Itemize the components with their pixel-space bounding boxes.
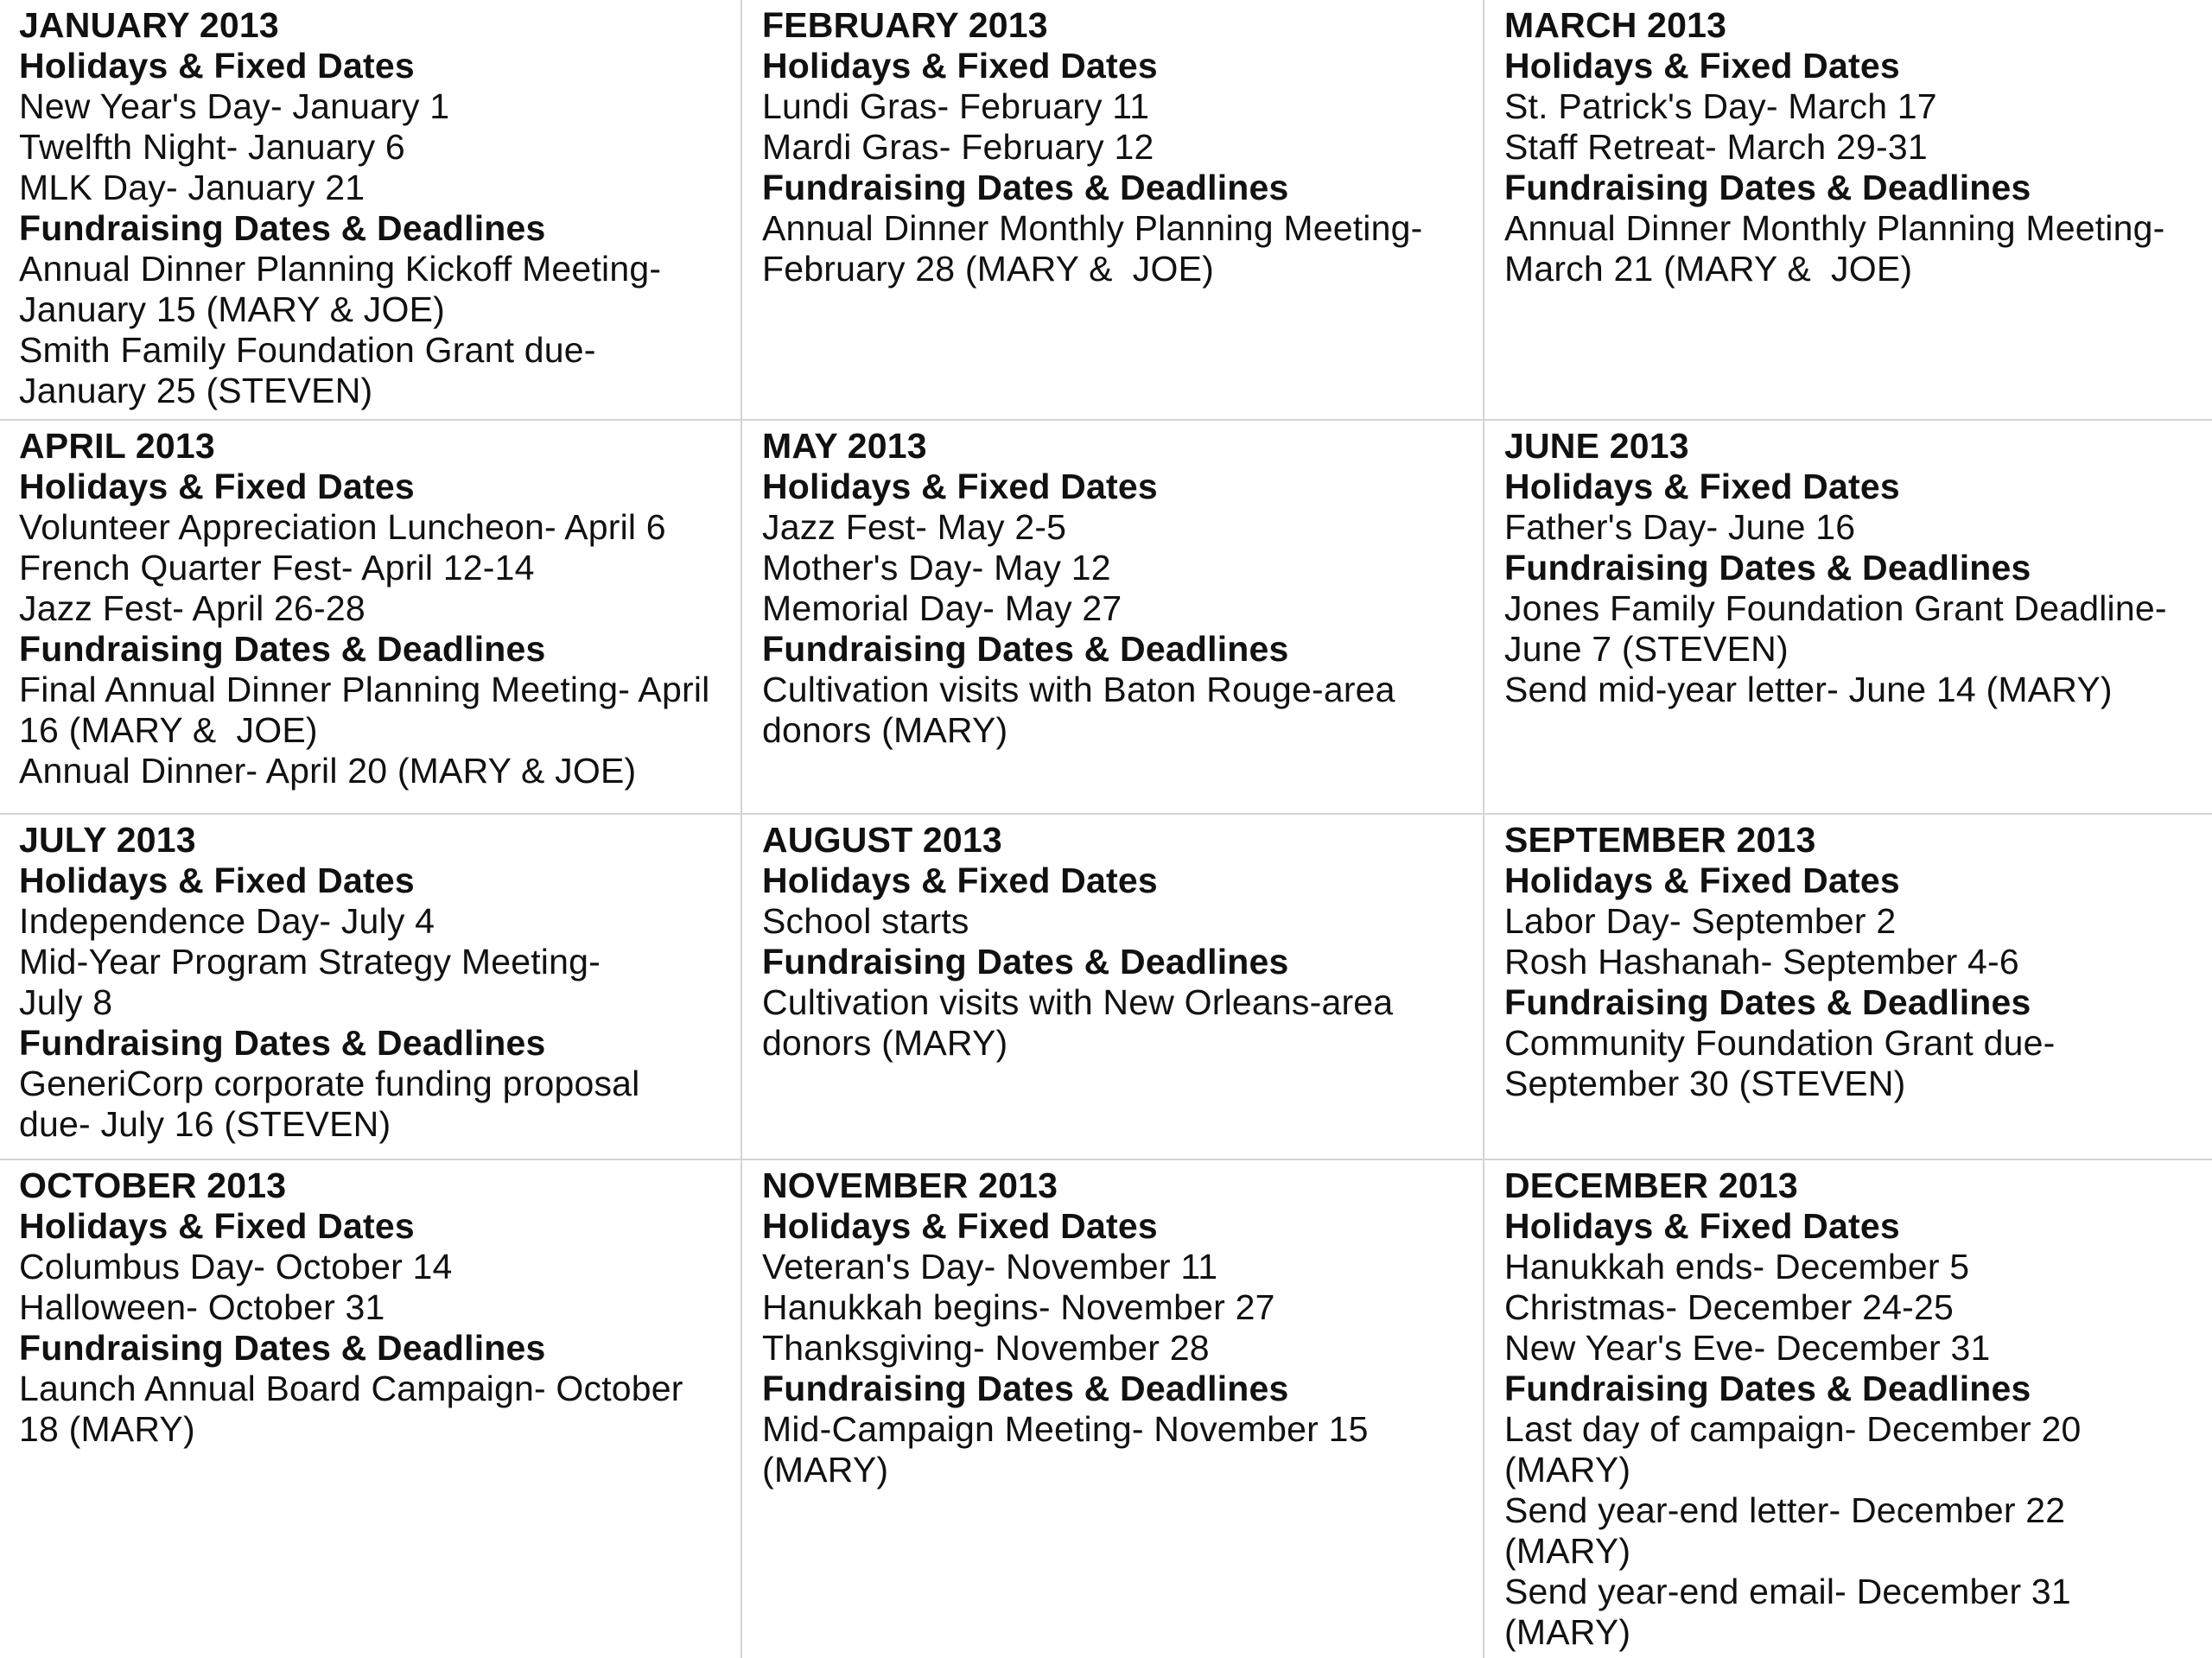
holidays-heading: Holidays & Fixed Dates — [19, 467, 415, 506]
calendar-entry-line: Independence Day- July 4 — [19, 901, 435, 941]
calendar-entry-line: MLK Day- January 21 — [19, 168, 365, 207]
calendar-entry-line: donors (MARY) — [762, 710, 1008, 750]
calendar-entry-line: GeneriCorp corporate funding proposal — [19, 1064, 640, 1103]
month-cell-june — [1484, 421, 2212, 815]
calendar-entry-line: French Quarter Fest- April 12-14 — [19, 548, 535, 588]
calendar-entry-line: July 8 — [19, 982, 113, 1022]
calendar-entry-line: Columbus Day- October 14 — [19, 1247, 453, 1286]
fundraising-heading: Fundraising Dates & Deadlines — [1504, 548, 2031, 588]
calendar-entry-line: Launch Annual Board Campaign- October — [19, 1369, 683, 1408]
month-cell-february — [742, 0, 1484, 421]
month-cell-november — [742, 1160, 1484, 1658]
month-title: DECEMBER 2013 — [1504, 1166, 1798, 1205]
calendar-entry-line: Labor Day- September 2 — [1504, 901, 1897, 941]
month-title: SEPTEMBER 2013 — [1504, 820, 1816, 860]
calendar-entry-line: January 25 (STEVEN) — [19, 371, 373, 410]
month-cell-april — [0, 421, 742, 815]
calendar-entry-line: March 21 (MARY & JOE) — [1504, 249, 1913, 289]
fundraising-heading: Fundraising Dates & Deadlines — [762, 942, 1289, 981]
fundraising-heading: Fundraising Dates & Deadlines — [1504, 1369, 2031, 1408]
month-cell-may — [742, 421, 1484, 815]
calendar-entry-line: (MARY) — [1504, 1531, 1631, 1571]
calendar-entry-line: School starts — [762, 901, 969, 941]
calendar-entry-line: Christmas- December 24-25 — [1504, 1287, 1954, 1327]
month-cell-august — [742, 815, 1484, 1160]
fundraising-heading: Fundraising Dates & Deadlines — [19, 1023, 546, 1063]
calendar-entry-line: Thanksgiving- November 28 — [762, 1328, 1210, 1368]
fundraising-heading: Fundraising Dates & Deadlines — [19, 629, 546, 669]
month-title: MARCH 2013 — [1504, 5, 1727, 45]
month-title: JUNE 2013 — [1504, 426, 1689, 466]
calendar-entry-line: Volunteer Appreciation Luncheon- April 6 — [19, 507, 666, 547]
fundraising-heading: Fundraising Dates & Deadlines — [19, 1328, 546, 1368]
month-title: AUGUST 2013 — [762, 820, 1002, 860]
holidays-heading: Holidays & Fixed Dates — [762, 1206, 1158, 1246]
calendar-entry-line: Rosh Hashanah- September 4-6 — [1504, 942, 2019, 981]
calendar-entry-line: February 28 (MARY & JOE) — [762, 249, 1214, 289]
month-title: FEBRUARY 2013 — [762, 5, 1048, 45]
month-cell-march — [1484, 0, 2212, 421]
calendar-entry-line: (MARY) — [1504, 1612, 1631, 1652]
month-cell-september — [1484, 815, 2212, 1160]
month-title: MAY 2013 — [762, 426, 927, 466]
holidays-heading: Holidays & Fixed Dates — [1504, 1206, 1900, 1246]
month-title: APRIL 2013 — [19, 426, 215, 466]
calendar-entry-line: Mid-Campaign Meeting- November 15 — [762, 1409, 1369, 1449]
calendar-entry-line: Memorial Day- May 27 — [762, 588, 1122, 628]
calendar-entry-line: Hanukkah begins- November 27 — [762, 1287, 1275, 1327]
holidays-heading: Holidays & Fixed Dates — [762, 861, 1158, 900]
holidays-heading: Holidays & Fixed Dates — [19, 1206, 415, 1246]
calendar-entry-line: June 7 (STEVEN) — [1504, 629, 1789, 669]
calendar-entry-line: Community Foundation Grant due- — [1504, 1023, 2056, 1063]
month-cell-july — [0, 815, 742, 1160]
calendar-entry-line: Halloween- October 31 — [19, 1287, 385, 1327]
calendar-entry-line: due- July 16 (STEVEN) — [19, 1104, 391, 1144]
fundraising-heading: Fundraising Dates & Deadlines — [19, 208, 546, 248]
calendar-entry-line: Send year-end email- December 31 — [1504, 1572, 2071, 1611]
month-title: OCTOBER 2013 — [19, 1166, 287, 1205]
calendar-entry-line: Annual Dinner Monthly Planning Meeting- — [762, 208, 1423, 248]
fundraising-heading: Fundraising Dates & Deadlines — [1504, 982, 2031, 1022]
calendar-entry-line: Send year-end letter- December 22 — [1504, 1490, 2066, 1530]
calendar-entry-line: donors (MARY) — [762, 1023, 1008, 1063]
holidays-heading: Holidays & Fixed Dates — [1504, 467, 1900, 506]
holidays-heading: Holidays & Fixed Dates — [19, 46, 415, 86]
fundraising-heading: Fundraising Dates & Deadlines — [762, 629, 1289, 669]
calendar-entry-line: Twelfth Night- January 6 — [19, 127, 405, 167]
calendar-entry-line: New Year's Eve- December 31 — [1504, 1328, 1991, 1368]
calendar-entry-line: Mardi Gras- February 12 — [762, 127, 1154, 167]
holidays-heading: Holidays & Fixed Dates — [1504, 861, 1900, 900]
calendar-entry-line: Lundi Gras- February 11 — [762, 86, 1150, 126]
calendar-entry-line: Smith Family Foundation Grant due- — [19, 330, 596, 370]
calendar-entry-line: Annual Dinner Planning Kickoff Meeting- — [19, 249, 662, 289]
calendar-entry-line: (MARY) — [1504, 1450, 1631, 1490]
calendar-entry-line: January 15 (MARY & JOE) — [19, 289, 445, 329]
calendar-entry-line: Last day of campaign- December 20 — [1504, 1409, 2082, 1449]
calendar-entry-line: (MARY) — [762, 1450, 889, 1490]
calendar-entry-line: Veteran's Day- November 11 — [762, 1247, 1218, 1286]
holidays-heading: Holidays & Fixed Dates — [19, 861, 415, 900]
calendar-entry-line: Jazz Fest- April 26-28 — [19, 588, 365, 628]
calendar-entry-line: St. Patrick's Day- March 17 — [1504, 86, 1937, 126]
calendar-entry-line: New Year's Day- January 1 — [19, 86, 450, 126]
calendar-entry-line: Annual Dinner Monthly Planning Meeting- — [1504, 208, 2165, 248]
fundraising-heading: Fundraising Dates & Deadlines — [762, 1369, 1289, 1408]
calendar-entry-line: Hanukkah ends- December 5 — [1504, 1247, 1970, 1286]
calendar-entry-line: Mother's Day- May 12 — [762, 548, 1111, 588]
calendar-entry-line: 18 (MARY) — [19, 1409, 195, 1449]
fundraising-heading: Fundraising Dates & Deadlines — [1504, 168, 2031, 207]
month-title: JULY 2013 — [19, 820, 196, 860]
holidays-heading: Holidays & Fixed Dates — [762, 46, 1158, 86]
calendar-entry-line: Jazz Fest- May 2-5 — [762, 507, 1067, 547]
calendar-entry-line: 16 (MARY & JOE) — [19, 710, 318, 750]
calendar-entry-line: Annual Dinner- April 20 (MARY & JOE) — [19, 751, 637, 791]
month-cell-december — [1484, 1160, 2212, 1658]
calendar-entry-line: Staff Retreat- March 29-31 — [1504, 127, 1928, 167]
calendar-entry-line: Mid-Year Program Strategy Meeting- — [19, 942, 601, 981]
calendar-entry-line: Jones Family Foundation Grant Deadline- — [1504, 588, 2167, 628]
calendar-entry-line: Final Annual Dinner Planning Meeting- April — [19, 670, 710, 709]
holidays-heading: Holidays & Fixed Dates — [1504, 46, 1900, 86]
calendar-entry-line: September 30 (STEVEN) — [1504, 1064, 1906, 1103]
calendar-entry-line: Cultivation visits with Baton Rouge-area — [762, 670, 1395, 709]
calendar-entry-line: Father's Day- June 16 — [1504, 507, 1856, 547]
fundraising-heading: Fundraising Dates & Deadlines — [762, 168, 1289, 207]
holidays-heading: Holidays & Fixed Dates — [762, 467, 1158, 506]
calendar-entry-line: Cultivation visits with New Orleans-area — [762, 982, 1394, 1022]
month-title: NOVEMBER 2013 — [762, 1166, 1058, 1205]
month-cell-october — [0, 1160, 742, 1658]
month-cell-january — [0, 0, 742, 421]
month-title: JANUARY 2013 — [19, 5, 279, 45]
calendar-entry-line: Send mid-year letter- June 14 (MARY) — [1504, 670, 2113, 709]
